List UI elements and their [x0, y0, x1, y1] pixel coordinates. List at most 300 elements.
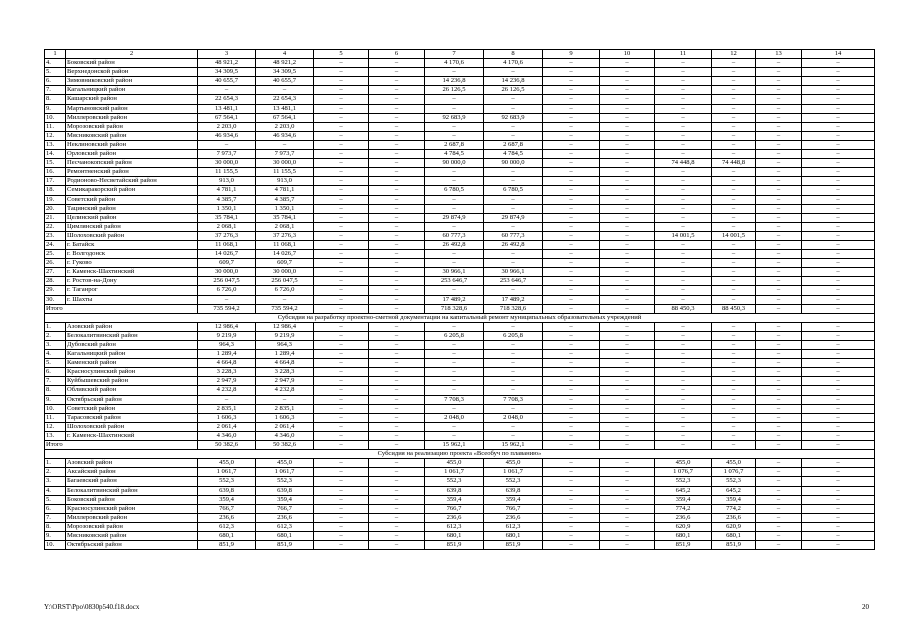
value-cell: – — [756, 513, 802, 522]
value-cell: – — [802, 468, 875, 477]
value-cell: – — [756, 431, 802, 440]
table-row — [45, 495, 875, 504]
value-cell: 67 564,1 — [256, 113, 314, 122]
value-cell: – — [425, 341, 484, 350]
value-cell: – — [712, 359, 756, 368]
value-cell: – — [802, 459, 875, 468]
row-number: 6. — [45, 77, 66, 86]
row-number: 10. — [45, 404, 66, 413]
value-cell: – — [802, 386, 875, 395]
value-cell: – — [655, 140, 712, 149]
value-cell: 552,3 — [425, 477, 484, 486]
value-cell: 12 986,4 — [198, 322, 256, 331]
value-cell: – — [756, 204, 802, 213]
column-number: 14 — [802, 50, 875, 59]
row-number: 1. — [45, 459, 66, 468]
value-cell: – — [314, 159, 369, 168]
value-cell: 74 448,8 — [655, 159, 712, 168]
table-row — [45, 159, 875, 168]
value-cell: – — [425, 195, 484, 204]
value-cell: – — [314, 140, 369, 149]
value-cell: – — [256, 86, 314, 95]
value-cell: – — [756, 504, 802, 513]
value-cell: – — [655, 404, 712, 413]
total-row — [45, 441, 875, 450]
row-number: 29. — [45, 286, 66, 295]
value-cell: – — [600, 150, 655, 159]
value-cell: – — [655, 431, 712, 440]
value-cell: – — [369, 231, 425, 240]
total-value: – — [756, 441, 802, 450]
district-name: Кагальницкий район — [66, 350, 198, 359]
district-name: Тацинский район — [66, 204, 198, 213]
value-cell: 1 061,7 — [198, 468, 256, 477]
value-cell: – — [543, 86, 600, 95]
value-cell: 2 687,8 — [484, 140, 543, 149]
value-cell: – — [600, 359, 655, 368]
value-cell: 26 492,8 — [484, 240, 543, 249]
value-cell: 7 973,7 — [256, 150, 314, 159]
district-name: Морозовский район — [66, 122, 198, 131]
value-cell: 913,0 — [256, 177, 314, 186]
row-number: 10. — [45, 541, 66, 550]
value-cell: – — [600, 122, 655, 131]
value-cell: 639,8 — [198, 486, 256, 495]
district-name: Мясниковский район — [66, 131, 198, 140]
value-cell: – — [425, 122, 484, 131]
value-cell: 48 921,2 — [198, 59, 256, 68]
value-cell: – — [712, 240, 756, 249]
value-cell: – — [600, 231, 655, 240]
table-row — [45, 413, 875, 422]
district-name: Мартыновский район — [66, 104, 198, 113]
value-cell: – — [543, 204, 600, 213]
value-cell: 17 489,2 — [425, 295, 484, 304]
district-name: Родионово-Несветайский район — [66, 177, 198, 186]
value-cell: 9 219,9 — [256, 331, 314, 340]
district-name: г. Таганрог — [66, 286, 198, 295]
value-cell: – — [314, 377, 369, 386]
value-cell: 1 076,7 — [712, 468, 756, 477]
value-cell: – — [600, 459, 655, 468]
value-cell: – — [802, 341, 875, 350]
value-cell: – — [484, 222, 543, 231]
value-cell: 6 780,5 — [484, 186, 543, 195]
value-cell: – — [802, 259, 875, 268]
value-cell: – — [256, 140, 314, 149]
value-cell: – — [756, 104, 802, 113]
value-cell: – — [543, 240, 600, 249]
value-cell: 620,9 — [712, 522, 756, 531]
value-cell: – — [712, 204, 756, 213]
value-cell: – — [369, 195, 425, 204]
value-cell: – — [369, 386, 425, 395]
value-cell: – — [802, 168, 875, 177]
table-row — [45, 359, 875, 368]
value-cell: – — [314, 86, 369, 95]
value-cell: 2 068,1 — [198, 222, 256, 231]
value-cell: – — [600, 404, 655, 413]
value-cell: 14 236,8 — [425, 77, 484, 86]
value-cell: 766,7 — [198, 504, 256, 513]
value-cell: 2 835,1 — [256, 404, 314, 413]
value-cell: 4 784,5 — [484, 150, 543, 159]
total-value: 735 594,2 — [256, 304, 314, 313]
value-cell: – — [543, 68, 600, 77]
value-cell: – — [712, 422, 756, 431]
value-cell: 645,2 — [655, 486, 712, 495]
value-cell: – — [314, 486, 369, 495]
table-row — [45, 377, 875, 386]
value-cell: – — [655, 250, 712, 259]
value-cell: – — [543, 531, 600, 540]
value-cell: – — [543, 486, 600, 495]
table-row — [45, 77, 875, 86]
district-name: Тарасовский район — [66, 413, 198, 422]
value-cell: – — [484, 131, 543, 140]
row-number: 8. — [45, 386, 66, 395]
value-cell: – — [712, 59, 756, 68]
value-cell: – — [712, 277, 756, 286]
value-cell: – — [802, 522, 875, 531]
column-number: 3 — [198, 50, 256, 59]
value-cell: – — [543, 504, 600, 513]
district-name: г. Каменск-Шахтинский — [66, 431, 198, 440]
value-cell: – — [756, 86, 802, 95]
value-cell: 4 232,8 — [198, 386, 256, 395]
value-cell: 14 001,5 — [712, 231, 756, 240]
value-cell: 11 155,5 — [198, 168, 256, 177]
value-cell: – — [600, 140, 655, 149]
value-cell: 30 000,0 — [256, 268, 314, 277]
total-value: 15 962,1 — [484, 441, 543, 450]
value-cell: – — [425, 95, 484, 104]
value-cell: – — [369, 68, 425, 77]
value-cell: 359,4 — [655, 495, 712, 504]
table-row — [45, 468, 875, 477]
value-cell: – — [600, 204, 655, 213]
total-value: – — [802, 441, 875, 450]
value-cell: – — [802, 186, 875, 195]
value-cell: 11 068,1 — [256, 240, 314, 249]
value-cell: – — [655, 422, 712, 431]
value-cell: 6 780,5 — [425, 186, 484, 195]
value-cell: – — [369, 95, 425, 104]
district-name: Миллеровский район — [66, 513, 198, 522]
value-cell: – — [802, 504, 875, 513]
row-number: 1. — [45, 322, 66, 331]
value-cell: – — [756, 459, 802, 468]
value-cell: – — [802, 159, 875, 168]
value-cell: – — [712, 113, 756, 122]
row-number: 21. — [45, 213, 66, 222]
value-cell: – — [425, 104, 484, 113]
value-cell: – — [712, 413, 756, 422]
value-cell: 26 492,8 — [425, 240, 484, 249]
district-name: Верхнедонской район — [66, 68, 198, 77]
value-cell: – — [802, 104, 875, 113]
value-cell: – — [369, 186, 425, 195]
value-cell: – — [314, 477, 369, 486]
value-cell: – — [484, 95, 543, 104]
value-cell: – — [756, 286, 802, 295]
column-number: 2 — [66, 50, 198, 59]
value-cell: – — [655, 122, 712, 131]
value-cell: 4 784,5 — [425, 150, 484, 159]
total-value: 88 450,3 — [712, 304, 756, 313]
value-cell: – — [543, 377, 600, 386]
value-cell: – — [600, 240, 655, 249]
value-cell: – — [756, 413, 802, 422]
value-cell: 236,6 — [712, 513, 756, 522]
total-value: 718 328,6 — [484, 304, 543, 313]
value-cell: – — [543, 77, 600, 86]
value-cell: – — [802, 122, 875, 131]
value-cell: – — [756, 150, 802, 159]
value-cell: – — [314, 150, 369, 159]
value-cell: 851,9 — [712, 541, 756, 550]
value-cell: – — [425, 68, 484, 77]
value-cell: 30 000,0 — [256, 159, 314, 168]
column-number: 10 — [600, 50, 655, 59]
value-cell: – — [802, 240, 875, 249]
value-cell: 2 061,4 — [198, 422, 256, 431]
row-number: 20. — [45, 204, 66, 213]
value-cell: – — [802, 131, 875, 140]
value-cell: – — [369, 286, 425, 295]
value-cell: – — [543, 140, 600, 149]
value-cell: 2 203,0 — [198, 122, 256, 131]
value-cell: 645,2 — [712, 486, 756, 495]
district-name: Орловский район — [66, 150, 198, 159]
value-cell: 46 934,6 — [198, 131, 256, 140]
value-cell: 1 350,1 — [256, 204, 314, 213]
value-cell: – — [484, 204, 543, 213]
value-cell: 851,9 — [198, 541, 256, 550]
column-number: 1 — [45, 50, 66, 59]
value-cell: – — [756, 350, 802, 359]
value-cell: 4 664,8 — [198, 359, 256, 368]
value-cell: – — [756, 140, 802, 149]
value-cell: – — [712, 259, 756, 268]
total-value: – — [369, 441, 425, 450]
value-cell: 680,1 — [712, 531, 756, 540]
value-cell: – — [655, 213, 712, 222]
section-title-row — [45, 450, 875, 459]
value-cell: – — [712, 395, 756, 404]
value-cell: – — [655, 240, 712, 249]
value-cell: – — [543, 113, 600, 122]
value-cell: 639,8 — [484, 486, 543, 495]
value-cell: – — [756, 404, 802, 413]
value-cell: 13 481,1 — [198, 104, 256, 113]
value-cell: 1 289,4 — [256, 350, 314, 359]
total-value: – — [600, 441, 655, 450]
row-number: 27. — [45, 268, 66, 277]
value-cell: – — [655, 113, 712, 122]
value-cell: – — [802, 477, 875, 486]
total-value: – — [314, 441, 369, 450]
value-cell: 1 061,7 — [425, 468, 484, 477]
value-cell: – — [600, 331, 655, 340]
district-name: Красносулинский район — [66, 504, 198, 513]
value-cell: – — [314, 386, 369, 395]
value-cell: – — [600, 350, 655, 359]
table-row — [45, 250, 875, 259]
value-cell: 6 726,0 — [256, 286, 314, 295]
table-row — [45, 259, 875, 268]
section-title: Субсидия на реализацию проекта «Всеобуч по плаванию» — [45, 450, 875, 459]
value-cell: 90 000,0 — [484, 159, 543, 168]
value-cell: – — [600, 286, 655, 295]
value-cell: – — [600, 113, 655, 122]
value-cell: – — [712, 140, 756, 149]
value-cell: – — [256, 395, 314, 404]
value-cell: – — [484, 122, 543, 131]
value-cell: 236,6 — [425, 513, 484, 522]
value-cell: – — [369, 222, 425, 231]
table-row — [45, 186, 875, 195]
column-number-row — [45, 50, 875, 59]
row-number: 4. — [45, 350, 66, 359]
value-cell: – — [712, 331, 756, 340]
value-cell: – — [802, 277, 875, 286]
value-cell: – — [543, 513, 600, 522]
value-cell: – — [756, 59, 802, 68]
value-cell: – — [369, 531, 425, 540]
value-cell: 766,7 — [256, 504, 314, 513]
value-cell: 26 126,5 — [484, 86, 543, 95]
value-cell: – — [655, 368, 712, 377]
value-cell: 4 781,1 — [198, 186, 256, 195]
value-cell: – — [369, 131, 425, 140]
value-cell: – — [712, 213, 756, 222]
value-cell: 236,6 — [198, 513, 256, 522]
row-number: 15. — [45, 159, 66, 168]
value-cell: – — [425, 422, 484, 431]
table-row — [45, 231, 875, 240]
district-name: Аксайский район — [66, 468, 198, 477]
value-cell: – — [314, 195, 369, 204]
table-row — [45, 541, 875, 550]
value-cell: – — [543, 422, 600, 431]
value-cell: – — [600, 504, 655, 513]
value-cell: – — [802, 350, 875, 359]
value-cell: – — [802, 140, 875, 149]
column-number: 12 — [712, 50, 756, 59]
value-cell: – — [543, 350, 600, 359]
value-cell: – — [314, 231, 369, 240]
table-row — [45, 131, 875, 140]
value-cell: 30 966,1 — [425, 268, 484, 277]
value-cell: – — [314, 504, 369, 513]
value-cell: – — [600, 413, 655, 422]
value-cell: – — [369, 495, 425, 504]
value-cell: – — [756, 195, 802, 204]
value-cell: 92 683,9 — [425, 113, 484, 122]
value-cell: – — [712, 177, 756, 186]
value-cell: – — [369, 150, 425, 159]
value-cell: 13 481,1 — [256, 104, 314, 113]
value-cell: 236,6 — [655, 513, 712, 522]
value-cell: – — [756, 295, 802, 304]
value-cell: – — [756, 541, 802, 550]
value-cell: 30 000,0 — [198, 159, 256, 168]
value-cell: – — [484, 377, 543, 386]
total-row — [45, 304, 875, 313]
value-cell: – — [756, 468, 802, 477]
value-cell: 30 000,0 — [198, 268, 256, 277]
district-name: Красносулинский район — [66, 368, 198, 377]
value-cell: – — [369, 259, 425, 268]
value-cell: – — [600, 486, 655, 495]
value-cell: – — [369, 431, 425, 440]
value-cell: – — [712, 150, 756, 159]
table-row — [45, 350, 875, 359]
value-cell: – — [756, 250, 802, 259]
value-cell: – — [600, 68, 655, 77]
value-cell: – — [802, 495, 875, 504]
value-cell: – — [369, 168, 425, 177]
value-cell: 455,0 — [655, 459, 712, 468]
total-label: Итого — [45, 441, 198, 450]
value-cell: 1 350,1 — [198, 204, 256, 213]
value-cell: – — [802, 68, 875, 77]
value-cell: – — [600, 222, 655, 231]
value-cell: – — [198, 395, 256, 404]
total-value: 50 382,6 — [256, 441, 314, 450]
row-number: 17. — [45, 177, 66, 186]
value-cell: – — [484, 404, 543, 413]
value-cell: – — [543, 195, 600, 204]
value-cell: – — [314, 240, 369, 249]
value-cell: 14 001,5 — [655, 231, 712, 240]
value-cell: 1 061,7 — [484, 468, 543, 477]
value-cell: – — [655, 341, 712, 350]
value-cell: – — [543, 341, 600, 350]
value-cell: – — [802, 213, 875, 222]
value-cell: – — [756, 113, 802, 122]
value-cell: 7 973,7 — [198, 150, 256, 159]
value-cell: – — [712, 68, 756, 77]
value-cell: 680,1 — [484, 531, 543, 540]
value-cell: – — [756, 495, 802, 504]
value-cell: – — [314, 531, 369, 540]
value-cell: – — [802, 404, 875, 413]
value-cell: – — [600, 513, 655, 522]
district-name: Советский район — [66, 404, 198, 413]
value-cell: – — [655, 195, 712, 204]
value-cell: – — [655, 77, 712, 86]
value-cell: – — [712, 350, 756, 359]
district-name: г. Гуково — [66, 259, 198, 268]
table-row — [45, 68, 875, 77]
value-cell: – — [369, 486, 425, 495]
value-cell: 22 654,3 — [198, 95, 256, 104]
value-cell: 2 947,9 — [198, 377, 256, 386]
value-cell: 4 385,7 — [256, 195, 314, 204]
value-cell: – — [655, 59, 712, 68]
value-cell: – — [756, 422, 802, 431]
value-cell: – — [600, 495, 655, 504]
value-cell: – — [369, 513, 425, 522]
value-cell: 2 048,0 — [484, 413, 543, 422]
value-cell: – — [314, 268, 369, 277]
district-name: г. Ростов-на-Дону — [66, 277, 198, 286]
value-cell: – — [369, 177, 425, 186]
value-cell: – — [756, 77, 802, 86]
value-cell: – — [802, 368, 875, 377]
